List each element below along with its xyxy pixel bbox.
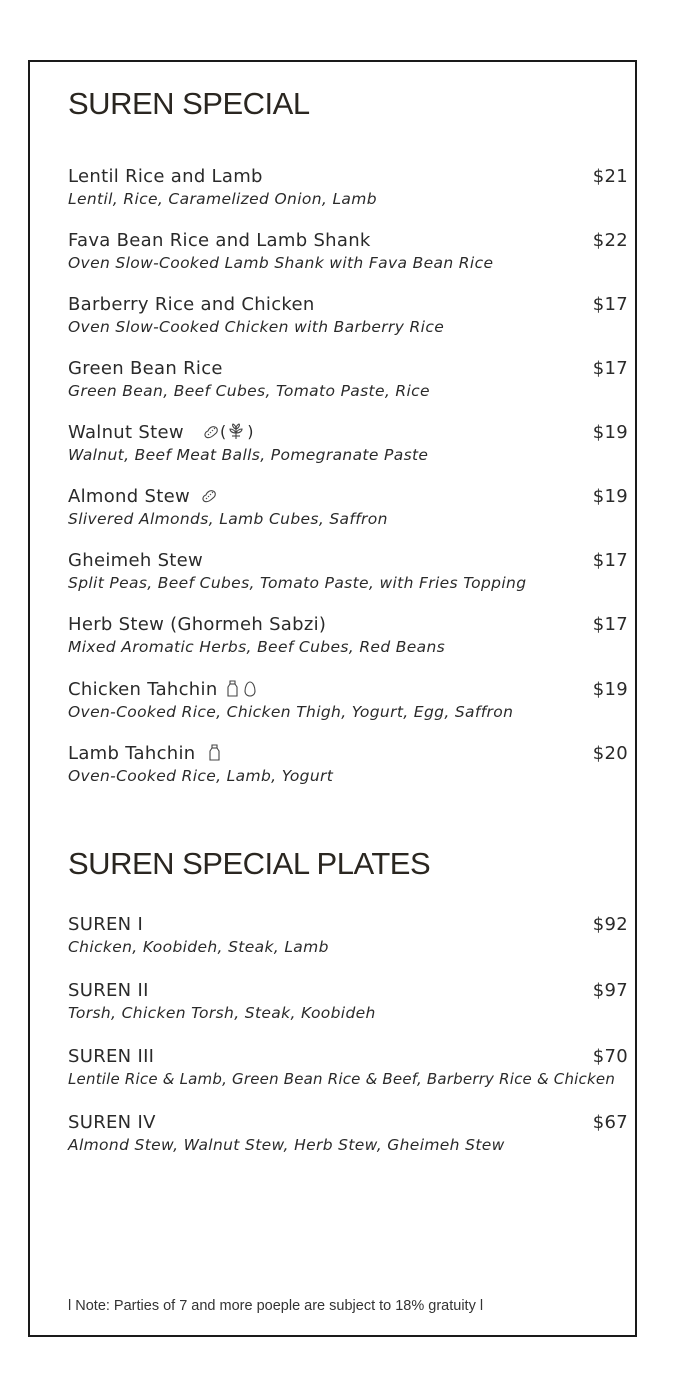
item-description: Oven-Cooked Rice, Chicken Thigh, Yogurt, Egg, Saffron [68, 703, 514, 721]
item-price: $19 [592, 679, 628, 700]
item-price: $20 [592, 743, 628, 764]
item-description: Torsh, Chicken Torsh, Steak, Koobideh [68, 1004, 376, 1022]
menu-item-suren-iv [68, 1111, 628, 1155]
item-name: Fava Bean Rice and Lamb Shank [68, 230, 371, 251]
menu-item-herb-stew [68, 613, 628, 657]
item-name: Almond Stew [68, 486, 190, 507]
dairy-icon [209, 744, 220, 765]
item-description: Walnut, Beef Meat Balls, Pomegranate Paste [68, 446, 429, 464]
item-description: Split Peas, Beef Cubes, Tomato Paste, with Fries Topping [68, 574, 527, 592]
dairy-icon [227, 680, 238, 701]
herb-icon [228, 423, 244, 444]
item-description: Oven Slow-Cooked Lamb Shank with Fava Bean Rice [68, 254, 494, 272]
item-name: Chicken Tahchin [68, 679, 218, 700]
item-price: $21 [592, 166, 628, 187]
menu-item-fava-bean-rice [68, 229, 628, 273]
menu-item-suren-ii [68, 979, 628, 1023]
menu-frame [28, 60, 637, 1337]
item-name: Herb Stew (Ghormeh Sabzi) [68, 614, 327, 635]
item-price: $19 [592, 486, 628, 507]
item-description: Oven Slow-Cooked Chicken with Barberry Rice [68, 318, 445, 336]
egg-icon [244, 681, 256, 701]
item-name: SUREN III [68, 1046, 155, 1067]
nut-icon [201, 488, 218, 508]
item-price: $97 [592, 980, 628, 1001]
item-description: Green Bean, Beef Cubes, Tomato Paste, Rice [68, 382, 430, 400]
item-description: Slivered Almonds, Lamb Cubes, Saffron [68, 510, 388, 528]
item-name: SUREN I [68, 914, 144, 935]
gratuity-note: l Note: Parties of 7 and more poeple are subject to 18% gratuity l [68, 1298, 484, 1314]
item-description: Oven-Cooked Rice, Lamb, Yogurt [68, 767, 334, 785]
item-name: Walnut Stew [68, 422, 184, 443]
paren-open: ( [219, 422, 227, 441]
menu-item-suren-iii [68, 1045, 628, 1089]
item-price: $67 [592, 1112, 628, 1133]
item-price: $19 [592, 422, 628, 443]
item-name: Lentil Rice and Lamb [68, 166, 263, 187]
item-price: $70 [592, 1046, 628, 1067]
menu-item-lamb-tahchin [68, 742, 628, 786]
menu-item-suren-i [68, 913, 628, 957]
item-price: $92 [592, 914, 628, 935]
item-name: Green Bean Rice [68, 358, 223, 379]
item-price: $22 [592, 230, 628, 251]
menu-item-green-bean-rice [68, 357, 628, 401]
nut-icon [203, 424, 220, 444]
paren-close: ) [247, 422, 254, 441]
section-title-special-plates: SUREN SPECIAL PLATES [68, 846, 431, 881]
item-price: $17 [592, 614, 628, 635]
item-description: Lentile Rice & Lamb, Green Bean Rice & Beef, Barberry Rice & Chicken [68, 1070, 616, 1088]
menu-item-lentil-rice [68, 165, 628, 209]
item-name: Lamb Tahchin [68, 743, 196, 764]
item-description: Chicken, Koobideh, Steak, Lamb [68, 938, 329, 956]
item-description: Lentil, Rice, Caramelized Onion, Lamb [68, 190, 377, 208]
section-title-suren-special: SUREN SPECIAL [68, 86, 310, 121]
item-name: SUREN II [68, 980, 149, 1001]
item-price: $17 [592, 358, 628, 379]
menu-item-almond-stew [68, 485, 628, 529]
menu-item-chicken-tahchin [68, 678, 628, 722]
item-name: Barberry Rice and Chicken [68, 294, 315, 315]
menu-item-barberry-rice [68, 293, 628, 337]
item-description: Almond Stew, Walnut Stew, Herb Stew, Gheimeh Stew [68, 1136, 505, 1154]
menu-item-gheimeh-stew [68, 549, 628, 593]
item-description: Mixed Aromatic Herbs, Beef Cubes, Red Beans [68, 638, 446, 656]
item-name: SUREN IV [68, 1112, 156, 1133]
item-price: $17 [592, 550, 628, 571]
menu-item-walnut-stew [68, 421, 628, 465]
item-name: Gheimeh Stew [68, 550, 204, 571]
item-price: $17 [592, 294, 628, 315]
